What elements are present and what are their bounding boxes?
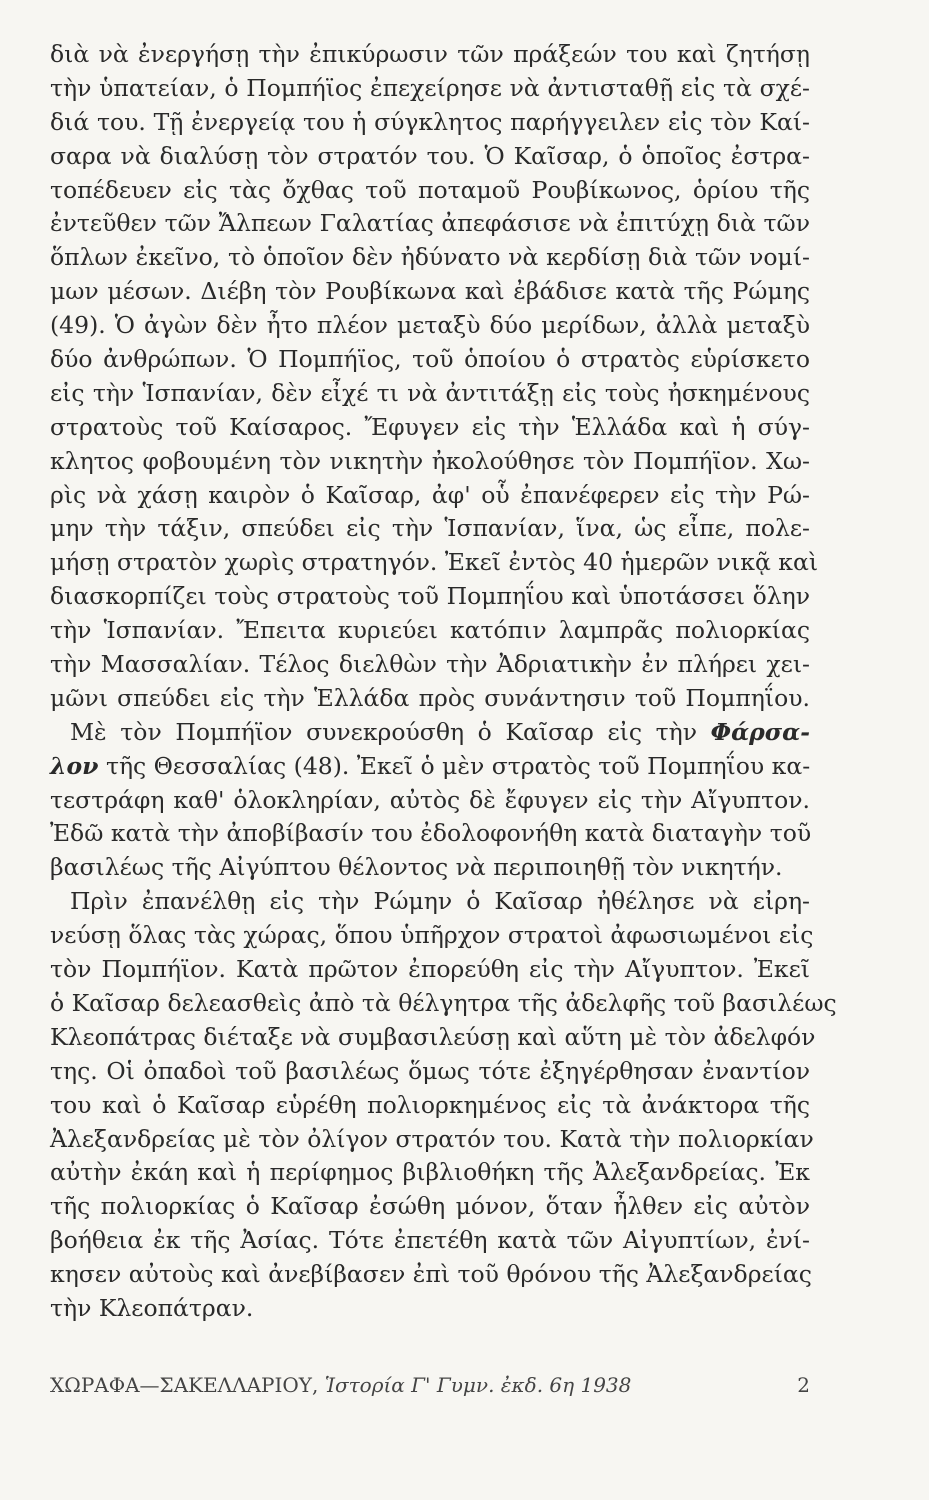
text-line: της. Οἱ ὀπαδοὶ τοῦ βασιλέως ὅμως τότε ἐξηγέρθησαν ἐναντίον bbox=[50, 1056, 810, 1085]
footer-book-title: Ἱστορία Γ' Γυμν. ἐκδ. 6η 1938 bbox=[324, 1373, 632, 1397]
text-line: εἰς τὴν Ἱσπανίαν, δὲν εἶχέ τι νὰ ἀντιτάξῃ εἰς τοὺς ἠσκημένους bbox=[50, 378, 810, 407]
page-footer bbox=[50, 1368, 810, 1402]
text-line: κησεν αὐτοὺς καὶ ἀνεβίβασεν ἐπὶ τοῦ θρόνου τῆς Ἀλεξανδρείας bbox=[50, 1260, 812, 1289]
text-line: τεστράφη καθ' ὁλοκληρίαν, αὐτὸς δὲ ἔφυγεν εἰς τὴν Αἴγυπτον. bbox=[50, 785, 810, 814]
text-line: τὴν Κλεοπάτραν. bbox=[50, 1293, 254, 1322]
text-line: Κλεοπάτρας διέταξε νὰ συμβασιλεύσῃ καὶ αὕτη μὲ τὸν ἀδελφόν bbox=[50, 1022, 816, 1051]
text-segment: τῆς Θεσσαλίας (48). Ἐκεῖ ὁ μὲν στρατὸς τοῦ Πομπηΐου κα- bbox=[105, 751, 811, 780]
text-line: μην τὴν τάξιν, σπεύδει εἰς τὴν Ἱσπανίαν, ἵνα, ὡς εἶπε, πολε- bbox=[50, 514, 810, 543]
text-line: ὅπλων ἐκεῖνο, τὸ ὁποῖον δὲν ἠδύνατο νὰ κερδίσῃ διὰ τῶν νομί- bbox=[50, 243, 810, 272]
text-line: μῶνι σπεύδει εἰς τὴν Ἑλλάδα πρὸς συνάντησιν τοῦ Πομπηΐου. bbox=[50, 683, 810, 712]
text-line: διασκορπίζει τοὺς στρατοὺς τοῦ Πομπηΐου καὶ ὑποτάσσει ὅλην bbox=[50, 582, 810, 611]
body-text bbox=[50, 38, 837, 1326]
text-line: τὸν Πομπήϊον. Κατὰ πρῶτον ἐπορεύθη εἰς τὴν Αἴγυπτον. Ἐκεῖ bbox=[50, 955, 810, 984]
text-line: τοπέδευεν εἰς τὰς ὄχθας τοῦ ποταμοῦ Ρουβίκωνος, ὁρίου τῆς bbox=[50, 175, 810, 204]
text-line: αὐτὴν ἐκάη καὶ ἡ περίφημος βιβλιοθήκη τῆς Ἀλεξανδρείας. Ἐκ bbox=[50, 1158, 810, 1187]
text-line: τὴν Μασσαλίαν. Τέλος διελθὼν τὴν Ἀδριατικὴν ἐν πλήρει χει- bbox=[50, 650, 810, 679]
page-number: 2 bbox=[797, 1373, 810, 1397]
text-line: του καὶ ὁ Καῖσαρ εὑρέθη πολιορκημένος εἰς τὰ ἀνάκτορα τῆς bbox=[50, 1090, 810, 1119]
text-line: δύο ἀνθρώπων. Ὁ Πομπήϊος, τοῦ ὁποίου ὁ στρατὸς εὑρίσκετο bbox=[50, 345, 810, 374]
text-line: ὁ Καῖσαρ δελεασθεὶς ἀπὸ τὰ θέλγητρα τῆς ἀδελφῆς τοῦ βασιλέως bbox=[50, 988, 837, 1017]
text-line: Ἀλεξανδρείας μὲ τὸν ὀλίγον στρατόν του. Κατὰ τὴν πολιορκίαν bbox=[50, 1124, 814, 1153]
text-line: τῆς πολιορκίας ὁ Καῖσαρ ἐσώθη μόνον, ὅταν ἦλθεν εἰς αὐτὸν bbox=[50, 1192, 810, 1221]
text-line bbox=[50, 750, 810, 784]
text-line: Ἐδῶ κατὰ τὴν ἀποβίβασίν του ἐδολοφονήθη κατὰ διαταγὴν τοῦ bbox=[50, 819, 812, 848]
text-line: σαρα νὰ διαλύσῃ τὸν στρατόν του. Ὁ Καῖσαρ, ὁ ὁποῖος ἐστρα- bbox=[50, 141, 810, 170]
emphasized-place-name: λον bbox=[50, 751, 99, 780]
text-line: τὴν ὑπατείαν, ὁ Πομπήϊος ἐπεχείρησε νὰ ἀντισταθῇ εἰς τὰ σχέ- bbox=[50, 73, 810, 102]
text-line: ρὶς νὰ χάσῃ καιρὸν ὁ Καῖσαρ, ἀφ' οὗ ἐπανέφερεν εἰς τὴν Ρώ- bbox=[50, 480, 810, 509]
text-segment: Μὲ τὸν Πομπήϊον συνεκρούσθη ὁ Καῖσαρ εἰς τὴν bbox=[70, 717, 697, 746]
text-line: στρατοὺς τοῦ Καίσαρος. Ἔφυγεν εἰς τὴν Ἑλλάδα καὶ ἡ σύγ- bbox=[50, 412, 810, 441]
text-line: τὴν Ἱσπανίαν. Ἔπειτα κυριεύει κατόπιν λαμπρᾶς πολιορκίας bbox=[50, 616, 810, 645]
text-line: Πρὶν ἐπανέλθῃ εἰς τὴν Ρώμην ὁ Καῖσαρ ἠθέλησε νὰ εἰρη- bbox=[70, 887, 810, 916]
text-line: βοήθεια ἐκ τῆς Ἀσίας. Τότε ἐπετέθη κατὰ τῶν Αἰγυπτίων, ἐνί- bbox=[50, 1226, 810, 1255]
text-line: (49). Ὁ ἀγὼν δὲν ἦτο πλέον μεταξὺ δύο μερίδων, ἀλλὰ μεταξὺ bbox=[50, 311, 810, 340]
text-line: κλητος φοβουμένη τὸν νικητὴν ἠκολούθησε τὸν Πομπήϊον. Χω- bbox=[50, 446, 810, 475]
emphasized-place-name: Φάρσα- bbox=[710, 717, 810, 746]
text-line: ἐντεῦθεν τῶν Ἄλπεων Γαλατίας ἀπεφάσισε νὰ ἐπιτύχῃ διὰ τῶν bbox=[50, 209, 810, 238]
text-line: διά του. Τῇ ἐνεργείᾳ του ἡ σύγκλητος παρήγγειλεν εἰς τὸν Καί- bbox=[50, 107, 810, 136]
text-line: νεύσῃ ὅλας τὰς χώρας, ὅπου ὑπῆρχον στρατοὶ ἀφωσιωμένοι εἰς bbox=[50, 921, 814, 950]
text-line: βασιλέως τῆς Αἰγύπτου θέλοντος νὰ περιποιηθῇ τὸν νικητήν. bbox=[50, 853, 783, 882]
text-line bbox=[50, 716, 810, 750]
text-line: διὰ νὰ ἐνεργήσῃ τὴν ἐπικύρωσιν τῶν πράξεών του καὶ ζητήσῃ bbox=[50, 40, 810, 68]
text-line: μήσῃ στρατὸν χωρὶς στρατηγόν. Ἐκεῖ ἐντὸς 40 ἡμερῶν νικᾷ καὶ bbox=[50, 548, 819, 577]
text-line: μων μέσων. Διέβη τὸν Ρουβίκωνα καὶ ἐβάδισε κατὰ τῆς Ρώμης bbox=[50, 277, 810, 306]
footer-publisher: ΧΩΡΑΦΑ—ΣΑΚΕΛΛΑΡΙΟΥ, bbox=[50, 1373, 319, 1397]
